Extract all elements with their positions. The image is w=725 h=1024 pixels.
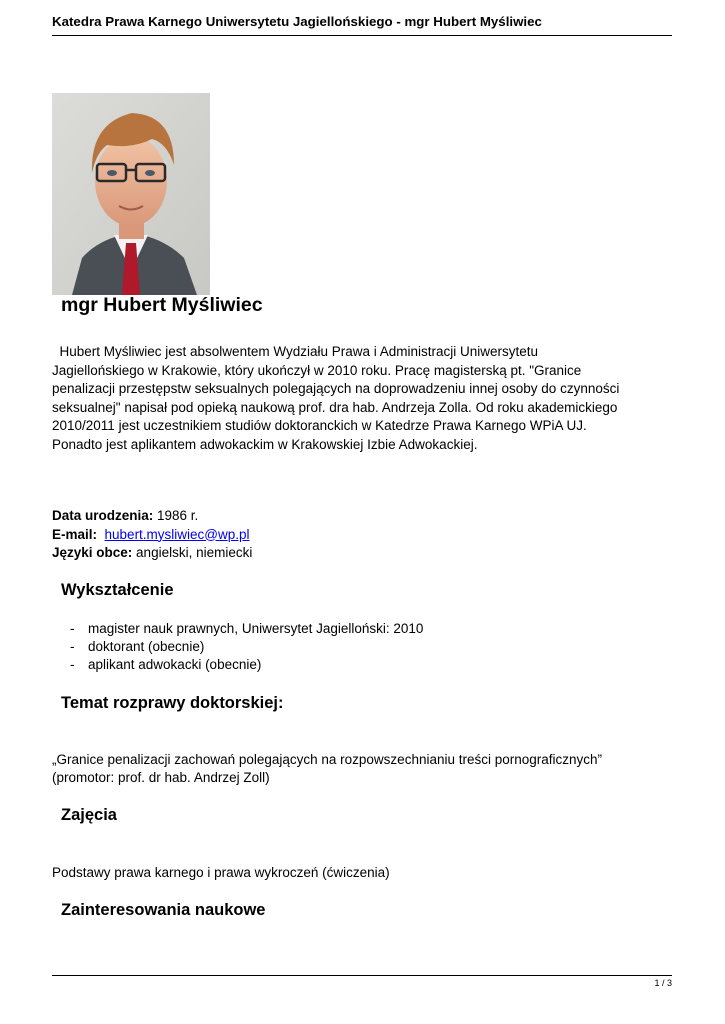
email-link[interactable]: hubert.mysliwiec@wp.pl [104,526,250,542]
languages-value: angielski, niemiecki [132,545,253,560]
dissertation-promoter: (promotor: prof. dr hab. Andrzej Zoll) [52,770,270,785]
person-name: mgr Hubert Myśliwiec [61,294,263,316]
page-number: 1 / 3 [654,978,672,988]
header-divider [52,35,672,36]
list-item: - doktorant (obecnie) [70,639,205,654]
list-item: - aplikant adwokacki (obecnie) [70,657,262,672]
list-item: - magister nauk prawnych, Uniwersytet Jagielloński: 2010 [70,621,424,636]
bio-line: penalizacji przestępstw seksualnych polegających na doprowadzeniu innej osoby do czynności [52,381,620,396]
birth-date-value: 1986 r. [153,508,199,523]
education-list [70,620,423,674]
education-item-text: doktorant (obecnie) [88,639,205,654]
interests-heading: Zainteresowania naukowe [61,901,266,919]
education-item-text: aplikant adwokacki (obecnie) [88,657,262,672]
email-row [52,526,252,545]
education-item-text: magister nauk prawnych, Uniwersytet Jagielloński: 2010 [88,621,424,636]
bio-line: 2010/2011 jest uczestnikiem studiów doktoranckich w Katedrze Prawa Karnego WPiA UJ. [52,418,587,433]
bio-line: Hubert Myśliwiec jest absolwentem Wydziału Prawa i Administracji Uniwersytetu [52,344,539,359]
education-heading: Wykształcenie [61,581,174,599]
bio-line: Jagiellońskiego w Krakowie, który ukończył w 2010 roku. Pracę magisterską pt. "Granice [52,362,582,378]
dissertation-heading: Temat rozprawy doktorskiej: [61,694,284,712]
birth-date-label: Data urodzenia: [52,508,154,523]
dissertation-title: „Granice penalizacji zachowań polegających na rozpowszechnianiu treści pornograficznych” [52,752,603,767]
profile-photo [52,93,210,295]
classes-heading: Zajęcia [61,806,117,824]
languages-row [52,544,252,563]
bio-line: Ponadto jest aplikantem adwokackim w Krakowskiej Izbie Adwokackiej. [52,436,478,452]
footer-divider [52,975,672,976]
personal-facts [52,507,252,563]
classes-text: Podstawy prawa karnego i prawa wykroczeń (ćwiczenia) [52,865,390,880]
running-header: Katedra Prawa Karnego Uniwersytetu Jagiellońskiego - mgr Hubert Myśliwiec [52,14,542,29]
biography [52,343,677,454]
languages-label: Języki obce: [52,545,133,560]
bio-line: seksualnej" napisał pod opieką naukową prof. dra hab. Andrzeja Zolla. Od roku akademickiego [52,399,618,415]
email-label: E-mail: [52,526,98,542]
birth-date-row [52,507,252,526]
